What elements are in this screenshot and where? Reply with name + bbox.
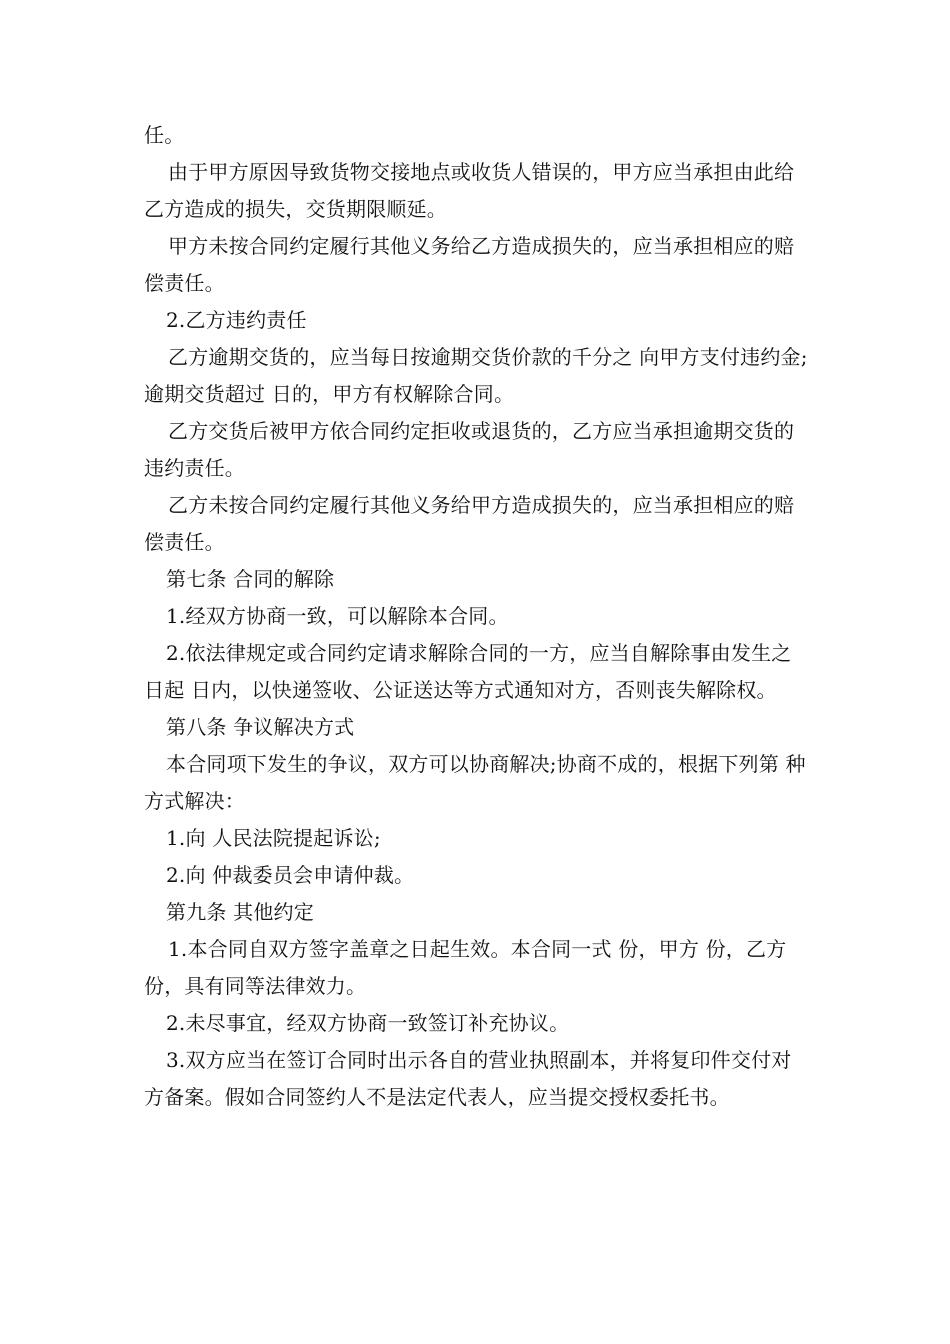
article-7-heading: 第七条 合同的解除 [166, 567, 335, 591]
paragraph-5: 乙方逾期交货的，应当每日按逾期交货价款的千分之 向甲方支付违约金;逾期交货超过 日的，甲方有权解除合同。 [144, 345, 808, 406]
paragraph-10: 2.依法律规定或合同约定请求解除合同的一方，应当自解除事由发生之日起 日内，以快递签收、公证送达等方式通知对方，否则丧失解除权。 [144, 641, 792, 702]
article-8-heading: 第八条 争议解决方式 [166, 715, 355, 739]
section-heading-party-b-liability: 2.乙方违约责任 [166, 308, 307, 332]
paragraph-3: 甲方未按合同约定履行其他义务给乙方造成损失的，应当承担相应的赔偿责任。 [144, 234, 795, 295]
paragraph-16: 1.本合同自双方签字盖章之日起生效。本合同一式 份，甲方 份，乙方 份，具有同等法律效力。 [144, 937, 787, 998]
paragraph-2: 由于甲方原因导致货物交接地点或收货人错误的，甲方应当承担由此给乙方造成的损失，交货期限顺延。 [144, 160, 795, 221]
paragraph-6: 乙方交货后被甲方依合同约定拒收或退货的，乙方应当承担逾期交货的违约责任。 [144, 419, 795, 480]
paragraph-17: 2.未尽事宜，经双方协商一致签订补充协议。 [166, 1011, 570, 1035]
paragraph-18: 3.双方应当在签订合同时出示各自的营业执照副本，并将复印件交付对方备案。假如合同签约人不是法定代表人，应当提交授权委托书。 [144, 1048, 792, 1109]
paragraph-13: 1.向 人民法院提起诉讼; [166, 826, 381, 850]
document-body [144, 117, 808, 1116]
paragraph-14: 2.向 仲裁委员会申请仲裁。 [166, 863, 415, 887]
paragraph-9: 1.经双方协商一致，可以解除本合同。 [166, 604, 509, 628]
paragraph-12: 本合同项下发生的争议，双方可以协商解决;协商不成的，根据下列第 种方式解决： [144, 752, 806, 813]
paragraph-1: 任。 [144, 123, 185, 147]
paragraph-7: 乙方未按合同约定履行其他义务给甲方造成损失的，应当承担相应的赔偿责任。 [144, 493, 795, 554]
article-9-heading: 第九条 其他约定 [166, 900, 314, 924]
